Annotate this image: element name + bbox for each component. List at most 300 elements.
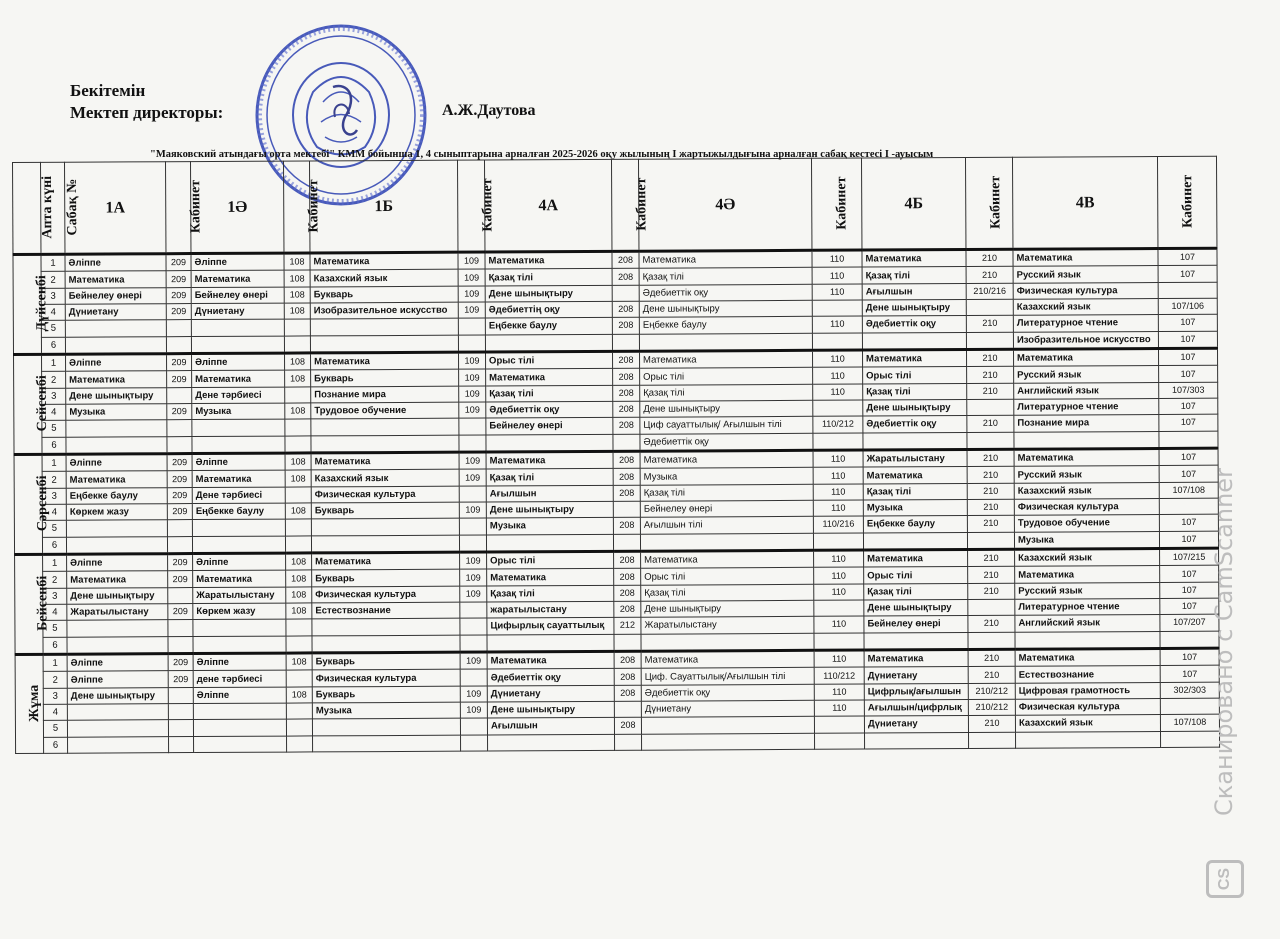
room-cell — [284, 319, 310, 335]
subject-cell: Математика — [486, 451, 613, 469]
subject-cell: Русский язык — [1014, 466, 1159, 483]
subject-cell: Русский язык — [1013, 266, 1158, 283]
room-cell: 209 — [167, 471, 192, 487]
room-cell — [613, 501, 640, 517]
subject-cell: Букварь — [312, 652, 460, 670]
subject-cell: Ағылшын/цифрлық — [864, 700, 968, 717]
room-column-header — [965, 157, 1012, 249]
subject-cell — [488, 734, 615, 751]
subject-cell: Изобразительное искусство — [1013, 331, 1158, 349]
subject-cell: Әліппе — [67, 671, 168, 688]
day-name: Бейсенбі — [35, 575, 51, 631]
room-cell: 109 — [460, 552, 487, 570]
room-cell — [813, 533, 863, 551]
subject-cell: Жаратылыстану — [863, 450, 967, 468]
room-cell — [286, 670, 312, 686]
subject-cell: Әліппе — [193, 553, 286, 571]
subject-cell: Музыка — [312, 702, 460, 719]
subject-cell: Әдебиеттік оқу — [487, 669, 614, 686]
subject-cell: Әдебиеттік оқу — [862, 316, 966, 333]
class-column-header: 1Ә — [191, 161, 284, 253]
room-cell: 109 — [459, 452, 486, 470]
room-column-header-label: Кабинет — [988, 175, 1004, 229]
lesson-number: 2 — [43, 672, 67, 688]
room-cell: 108 — [286, 587, 312, 603]
room-cell: 208 — [612, 301, 639, 317]
subject-cell: Қазақ тілі — [486, 469, 613, 486]
room-cell: 210 — [968, 667, 1015, 684]
subject-cell: Математика — [1015, 566, 1160, 583]
room-cell: 107/106 — [1158, 298, 1217, 315]
room-cell: 110/216 — [813, 516, 863, 533]
room-cell: 210 — [968, 716, 1015, 733]
room-cell: 208 — [612, 317, 639, 333]
room-cell: 209 — [168, 654, 193, 672]
subject-cell: Еңбекке баулу — [485, 318, 612, 335]
class-column-header: 4А — [484, 159, 611, 252]
room-cell: 109 — [458, 302, 485, 318]
room-cell — [812, 333, 862, 351]
room-cell: 208 — [614, 669, 641, 685]
room-cell: 210 — [968, 567, 1015, 584]
subject-cell: Математика — [311, 452, 459, 470]
room-cell — [458, 335, 485, 353]
subject-cell: Қазақ тілі — [640, 484, 813, 501]
subject-cell: Математика — [640, 450, 813, 468]
room-cell: 208 — [614, 717, 641, 733]
subject-cell: Жаратылыстану — [193, 587, 286, 604]
subject-cell: Дене шынықтыру — [485, 285, 612, 302]
timetable — [12, 156, 1220, 754]
subject-cell: Ағылшын — [862, 283, 966, 300]
day-cell — [14, 354, 50, 454]
room-column-header-label: Кабинет — [306, 178, 322, 233]
room-cell: 208 — [614, 685, 641, 701]
subject-cell — [191, 319, 284, 336]
subject-cell: Математика — [862, 350, 966, 368]
subject-cell: Физическая культура — [312, 586, 460, 603]
subject-cell: Математика — [65, 271, 166, 288]
lesson-number: 4 — [43, 704, 67, 720]
subject-cell: Музыка — [66, 404, 167, 421]
subject-cell: Физическая культура — [1014, 498, 1159, 515]
room-cell: 107 — [1160, 666, 1219, 683]
director-label: Мектеп директоры: — [70, 103, 224, 122]
room-column-header-label: Кабинет — [634, 177, 650, 231]
class-column-header: 1Б — [309, 160, 457, 253]
room-cell — [814, 633, 864, 651]
room-cell — [287, 735, 313, 752]
subject-cell: Дене шынықтыру — [864, 600, 968, 617]
room-cell: 208 — [613, 485, 640, 501]
room-cell: 210/216 — [966, 283, 1013, 300]
lesson-number: 3 — [43, 588, 67, 604]
room-cell: 208 — [614, 551, 641, 569]
room-cell: 210 — [967, 516, 1014, 533]
camscanner-logo-text: CS — [1215, 867, 1233, 891]
subject-cell: Естествознание — [312, 602, 460, 619]
room-column-header — [457, 160, 496, 252]
subject-cell — [311, 435, 459, 453]
subject-cell: Физическая культура — [1015, 698, 1160, 715]
room-cell: 209 — [168, 671, 193, 687]
room-cell: 110 — [812, 267, 862, 284]
room-cell — [167, 436, 192, 454]
room-cell: 208 — [614, 569, 641, 585]
subject-cell: Естествознание — [1015, 666, 1160, 683]
subject-cell: Әліппе — [193, 653, 286, 671]
subject-cell: Әліппе — [67, 654, 168, 672]
room-cell: 110/212 — [813, 416, 863, 433]
room-cell: 210 — [966, 349, 1013, 367]
day-cell — [14, 454, 51, 554]
subject-cell — [310, 335, 458, 353]
lesson-number: 6 — [42, 537, 66, 555]
room-cell: 208 — [612, 251, 639, 269]
room-cell — [967, 532, 1014, 550]
room-cell: 210 — [968, 616, 1015, 633]
subject-cell: Математика — [1013, 348, 1158, 366]
room-cell — [813, 400, 863, 417]
room-cell: 109 — [459, 386, 486, 402]
subject-cell: Математика — [192, 471, 285, 488]
lesson-number: 5 — [43, 720, 67, 736]
subject-cell — [641, 717, 814, 734]
subject-cell — [193, 719, 286, 736]
day-name: Сейсенбі — [34, 375, 50, 432]
lesson-number: 6 — [41, 337, 65, 355]
subject-cell — [192, 536, 285, 554]
subject-cell: Әдебиеттің оқу — [485, 301, 612, 318]
room-cell: 107/215 — [1160, 548, 1219, 566]
subject-cell: Орыс тілі — [863, 367, 967, 384]
subject-cell — [192, 419, 285, 436]
room-cell: 210 — [967, 449, 1014, 467]
room-cell — [613, 434, 640, 452]
subject-cell — [65, 336, 166, 354]
room-cell: 110/212 — [814, 667, 864, 684]
room-cell — [285, 387, 311, 403]
subject-cell: Казахский язык — [1013, 299, 1158, 316]
subject-cell: Дене шынықтыру — [67, 687, 168, 704]
subject-cell — [1015, 631, 1160, 649]
subject-cell: Познание мира — [1014, 415, 1159, 432]
subject-cell: Дене тәрбиесі — [192, 487, 285, 504]
subject-cell: Математика — [191, 271, 284, 288]
subject-cell: Еңбекке баулу — [192, 503, 285, 520]
subject-cell: Литературное чтение — [1013, 315, 1158, 332]
subject-cell: Русский язык — [1015, 582, 1160, 599]
lesson-number: 4 — [41, 304, 65, 320]
room-cell — [967, 399, 1014, 416]
room-cell — [459, 435, 486, 453]
room-cell: 208 — [614, 585, 641, 601]
subject-cell: Физическая культура — [312, 670, 460, 687]
room-cell: 109 — [460, 686, 487, 702]
room-cell — [459, 418, 486, 434]
room-cell: 107 — [1158, 348, 1217, 366]
room-cell — [615, 734, 642, 751]
subject-cell: Букварь — [312, 570, 460, 587]
room-column-header-label: Кабинет — [1180, 174, 1196, 228]
room-cell: 107 — [1159, 398, 1218, 415]
room-cell: 110 — [812, 284, 862, 301]
room-cell: 108 — [286, 553, 312, 571]
room-cell: 107 — [1158, 331, 1217, 349]
room-cell — [460, 718, 487, 734]
lesson-number: 1 — [42, 354, 66, 372]
subject-cell: Букварь — [310, 286, 458, 303]
room-cell — [814, 716, 864, 733]
subject-cell — [486, 534, 613, 552]
room-cell: 108 — [285, 403, 311, 419]
room-cell: 209 — [166, 287, 191, 303]
subject-cell: Жаратылыстану — [641, 617, 814, 634]
room-cell: 109 — [458, 286, 485, 302]
subject-cell: Математика — [863, 467, 967, 484]
room-cell — [166, 320, 191, 336]
class-column-header: 4Ә — [638, 158, 811, 251]
room-cell — [166, 336, 191, 354]
subject-cell: Дүниетану — [487, 685, 614, 702]
room-cell — [459, 486, 486, 502]
room-cell — [968, 732, 1015, 749]
lesson-number: 2 — [42, 372, 66, 388]
room-cell: 210 — [967, 499, 1014, 516]
lesson-number: 5 — [43, 621, 67, 637]
subject-cell: Дүниетану — [641, 700, 814, 717]
subject-cell: Букварь — [311, 502, 459, 519]
subject-cell — [68, 736, 169, 753]
subject-cell — [193, 636, 286, 654]
subject-cell — [862, 332, 966, 350]
lesson-number-column-header-label: Сабақ № — [64, 178, 81, 236]
subject-cell: Математика — [311, 352, 459, 370]
room-cell — [167, 536, 192, 554]
subject-cell: Әліппе — [67, 554, 168, 572]
subject-cell — [192, 519, 285, 536]
subject-cell: Математика — [639, 250, 812, 268]
subject-cell — [67, 620, 168, 637]
room-cell: 109 — [460, 702, 487, 718]
subject-cell — [863, 532, 967, 550]
timetable-body — [13, 248, 1220, 753]
subject-cell: Дене шынықтыру — [640, 400, 813, 417]
lesson-number: 6 — [42, 437, 66, 455]
room-cell — [285, 419, 311, 435]
room-cell: 107 — [1160, 566, 1219, 583]
room-cell: 110 — [813, 450, 863, 468]
subject-cell: Музыка — [1014, 531, 1159, 549]
document-title: "Маяковский атындағы орта мектебі" КММ бойынша 1, 4 сыныптарына арналған 2025-2026 оқу жылының I жартыжылдығына арналған сабақ кестесі I -ауысым — [150, 149, 934, 160]
room-cell: 109 — [458, 269, 485, 285]
room-cell: 110 — [814, 584, 864, 601]
subject-cell: Дене шынықтыру — [863, 400, 967, 417]
subject-cell: Русский язык — [1014, 366, 1159, 383]
subject-cell: Трудовое обучение — [1014, 515, 1159, 532]
subject-cell: Английский язык — [1014, 382, 1159, 399]
room-cell: 109 — [458, 252, 485, 270]
subject-cell: Математика — [862, 250, 966, 268]
room-cell — [813, 433, 863, 451]
room-cell: 109 — [459, 352, 486, 370]
room-cell: 110 — [814, 616, 864, 633]
subject-cell — [1014, 431, 1159, 449]
subject-cell: Казахский язык — [311, 470, 459, 487]
subject-cell — [486, 434, 613, 452]
subject-cell: Дүниетану — [65, 304, 166, 321]
room-cell — [612, 334, 639, 352]
subject-cell: Музыка — [486, 518, 613, 535]
subject-cell: Музыка — [640, 468, 813, 485]
room-cell: 209 — [168, 571, 193, 587]
room-cell — [168, 620, 193, 636]
room-cell: 208 — [613, 401, 640, 417]
room-cell: 107/207 — [1160, 614, 1219, 631]
subject-cell: Математика — [66, 471, 167, 488]
subject-cell: Трудовое обучение — [311, 402, 459, 419]
room-cell: 110 — [814, 550, 864, 568]
room-cell: 210 — [968, 649, 1015, 667]
room-cell: 109 — [460, 586, 487, 602]
room-cell: 302/303 — [1160, 682, 1219, 699]
room-cell: 209 — [167, 371, 192, 387]
subject-cell: Еңбекке баулу — [66, 487, 167, 504]
room-cell: 209 — [166, 304, 191, 320]
room-cell: 107 — [1160, 598, 1219, 615]
subject-cell: Познание мира — [311, 386, 459, 403]
scanner-watermark: Сканировано с CamScanner — [1210, 468, 1238, 816]
room-cell — [968, 632, 1015, 650]
subject-cell: Математика — [310, 252, 458, 270]
room-cell: 210 — [966, 316, 1013, 333]
day-column-header-label: Апта күні — [39, 175, 56, 239]
subject-cell: Математика — [864, 650, 968, 668]
subject-cell — [864, 732, 968, 749]
room-cell — [460, 602, 487, 618]
room-cell: 210 — [967, 367, 1014, 384]
room-cell: 107 — [1158, 314, 1217, 331]
room-cell: 107 — [1158, 266, 1217, 283]
subject-cell — [312, 635, 460, 653]
lesson-number: 3 — [42, 388, 66, 404]
day-name: Дүйсенбі — [34, 275, 50, 332]
subject-cell: Дене тәрбиесі — [192, 387, 285, 404]
room-cell: 212 — [614, 617, 641, 633]
room-column-header — [811, 158, 861, 250]
subject-cell: Қазақ тілі — [864, 583, 968, 600]
lesson-number: 6 — [43, 637, 67, 655]
room-cell — [966, 299, 1013, 316]
room-cell — [169, 736, 194, 753]
room-cell — [168, 720, 193, 736]
subject-cell — [640, 533, 813, 551]
lesson-number: 4 — [42, 404, 66, 420]
subject-cell: Математика — [639, 350, 812, 368]
subject-cell: Еңбекке баулу — [639, 317, 812, 334]
room-cell — [968, 599, 1015, 616]
subject-cell: Ағылшын — [486, 485, 613, 502]
room-cell — [815, 733, 865, 750]
room-cell — [460, 618, 487, 634]
subject-cell: Дене шынықтыру — [66, 387, 167, 404]
room-cell: 208 — [612, 269, 639, 285]
room-cell: 208 — [613, 451, 640, 469]
subject-cell: Математика — [487, 651, 614, 669]
subject-cell: Математика — [641, 650, 814, 668]
subject-cell: Әдебиеттік оқу — [639, 284, 812, 301]
room-cell: 210/212 — [968, 683, 1015, 700]
subject-cell: Дүниетану — [191, 303, 284, 320]
approval-block — [70, 80, 223, 124]
room-cell: 110 — [812, 316, 862, 333]
room-cell: 107 — [1159, 466, 1218, 483]
subject-cell: Дене шынықтыру — [641, 600, 814, 617]
subject-cell: Казахский язык — [1015, 548, 1160, 566]
lesson-number: 1 — [41, 254, 65, 272]
subject-cell: Жаратылыстану — [67, 604, 168, 621]
day-cell — [13, 254, 50, 354]
subject-cell: Көркем жазу — [193, 603, 286, 620]
room-cell: 110 — [814, 700, 864, 717]
lesson-number: 1 — [43, 654, 67, 672]
subject-cell — [487, 634, 614, 652]
room-cell: 108 — [286, 653, 312, 671]
subject-cell: Математика — [1013, 249, 1158, 267]
room-cell: 107/108 — [1160, 714, 1219, 731]
subject-cell: Математика — [312, 552, 460, 570]
subject-cell: Қазақ тілі — [863, 483, 967, 500]
subject-cell: Математика — [1015, 648, 1160, 666]
subject-cell: Математика — [1014, 448, 1159, 466]
subject-cell: Физическая культура — [1013, 282, 1158, 299]
room-cell: 107 — [1160, 648, 1219, 666]
header-row — [13, 156, 1217, 254]
room-column-header — [611, 159, 650, 251]
camscanner-logo-icon — [1206, 860, 1244, 898]
room-cell: 108 — [285, 453, 311, 471]
lesson-number: 5 — [42, 421, 66, 437]
room-cell: 210 — [966, 249, 1013, 267]
room-cell: 210 — [967, 467, 1014, 484]
lesson-number: 1 — [43, 554, 67, 572]
room-cell: 109 — [459, 402, 486, 418]
subject-cell — [65, 320, 166, 337]
room-cell: 109 — [460, 569, 487, 585]
subject-cell: Еңбекке баулу — [863, 516, 967, 533]
room-cell — [614, 634, 641, 652]
lesson-number: 4 — [43, 604, 67, 620]
room-cell: 209 — [167, 504, 192, 520]
room-cell: 210 — [968, 549, 1015, 567]
room-cell — [167, 387, 192, 403]
room-cell: 208 — [614, 651, 641, 669]
room-cell — [285, 519, 311, 535]
subject-cell: Қазақ тілі — [863, 383, 967, 400]
subject-cell: Әліппе — [66, 454, 167, 472]
room-cell — [168, 704, 193, 720]
director-name: А.Ж.Даутова — [442, 102, 536, 119]
room-cell — [461, 735, 488, 752]
subject-cell: Математика — [485, 251, 612, 269]
subject-cell — [193, 619, 286, 636]
subject-cell: Математика — [193, 571, 286, 588]
room-cell: 108 — [285, 503, 311, 519]
subject-cell: Орыс тілі — [486, 351, 613, 369]
room-cell — [458, 318, 485, 334]
room-cell — [168, 687, 193, 703]
subject-cell: Қазақ тілі — [640, 384, 813, 401]
